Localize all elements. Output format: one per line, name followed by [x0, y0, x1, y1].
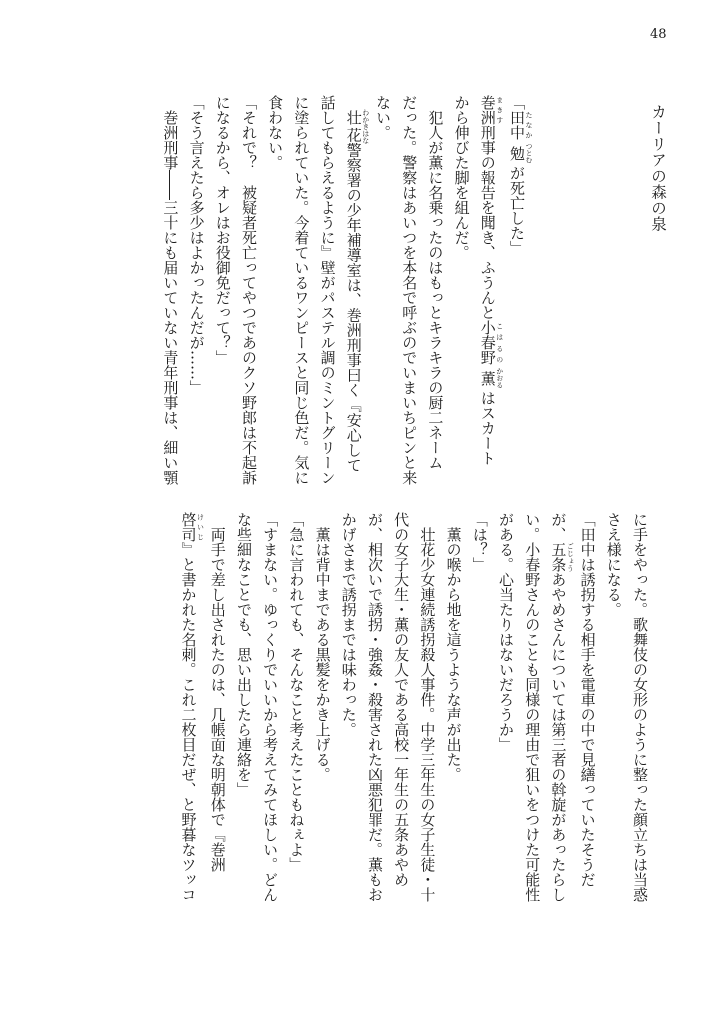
running-title: カーリアの森の泉 — [649, 104, 667, 232]
text-segment: になるから、オレはお役御免だって？」 — [213, 95, 232, 365]
text-line — [283, 512, 309, 912]
text-segment: い。小春野さんのことも同様の理由で狙いをつけた可能性 — [523, 512, 542, 902]
text-line — [475, 95, 504, 465]
text-line — [519, 512, 545, 912]
page-number: 48 — [650, 27, 667, 42]
text-segment: 代の女子大生・薫の友人である高校一年生の五条あやめ — [392, 512, 411, 887]
ruby-reading: たなか — [525, 110, 533, 140]
text-line — [396, 95, 422, 485]
text-segment: から伸びた脚を組んだ。 — [452, 95, 471, 260]
ruby-reading: けいじ — [196, 512, 205, 542]
text-segment: 「そう言えたら多少はよかったんだが……」 — [187, 95, 206, 395]
text-segment — [345, 95, 363, 110]
text-segment: が、相次いで誘拐・強姦・殺害された凶悪犯罪だ。薫もお — [365, 512, 384, 902]
upper-text-block — [157, 95, 533, 485]
ruby-reading: ごじょう — [566, 542, 575, 572]
text-segment: 話してもらえるように』壁がパステル調のミントグリーン — [318, 95, 337, 485]
text-segment: だった。警察はあいつを本名で呼ぶのでいまいちピンと来 — [400, 95, 419, 485]
text-segment: 犯人が薫に名乗ったのはもっとキラキラの厨二ネーム — [426, 95, 445, 470]
ruby-reading: つとむ — [525, 142, 533, 164]
ruby-word: 小春野 こはるの — [478, 320, 504, 365]
text-line — [448, 95, 474, 465]
text-segment: に手をやった。歌舞伎の女形のように整った顔立ちは当惑 — [631, 512, 649, 902]
text-line — [210, 95, 236, 465]
text-segment: さえ様になる。 — [604, 512, 623, 617]
text-line — [262, 95, 288, 465]
text-line — [414, 512, 440, 912]
text-line — [236, 95, 262, 485]
text-line — [157, 95, 183, 485]
text-line — [440, 512, 466, 912]
text-line — [205, 512, 231, 912]
text-segment: かげさまで誘拐までは味わった。 — [339, 512, 358, 737]
text-segment: 壮花少女連続誘拐殺人事件。中学三年生の女子生徒・十 — [418, 512, 437, 902]
text-line — [231, 512, 257, 912]
text-line — [257, 512, 283, 912]
ruby-word: 五条 ごじょう — [549, 542, 575, 572]
lower-text-block — [175, 512, 653, 912]
text-line — [341, 95, 370, 473]
text-segment: な些細なことでも、思い出したら連絡を」 — [234, 512, 253, 797]
text-line — [574, 512, 600, 912]
text-line — [422, 95, 448, 470]
text-segment: 薫は背中まである黒髪をかき上げる。 — [313, 512, 332, 782]
text-segment: がある。心当たりはないだろうか」 — [496, 512, 515, 752]
text-segment: ない。 — [373, 95, 392, 140]
text-segment: 「急に言われても、そんなこと考えたこともねぇよ」 — [287, 512, 306, 872]
text-line — [493, 512, 519, 912]
text-segment: 「それで？ 被疑者死亡ってやつであのクソ野郎は不起訴 — [239, 95, 258, 485]
text-line — [388, 512, 414, 912]
text-line — [183, 95, 209, 465]
text-line — [467, 512, 493, 912]
text-line — [309, 512, 335, 912]
text-segment: 警察署の少年補導室は、巻洲刑事曰く『安心して — [344, 142, 363, 473]
text-line — [362, 512, 388, 912]
ruby-reading: かおる — [495, 367, 504, 389]
text-line — [627, 512, 653, 912]
text-segment: に塗られていた。今着ているワンピースと同じ色だ。気に — [292, 95, 311, 485]
text-segment: 』と書かれた名刺。これ二枚目だぜ、と野暮なツッコ — [179, 542, 198, 902]
text-segment: 「すまない。ゆっくりでいいから考えてみてほしい。どん — [261, 512, 280, 902]
text-line — [288, 95, 314, 485]
text-segment: 両手で差し出されたのは、几帳面な明朝体で『巻洲 — [208, 512, 227, 872]
text-line — [314, 95, 340, 485]
text-line — [601, 512, 627, 912]
text-segment: が死亡した」 — [508, 160, 526, 256]
ruby-reading: こはるの — [495, 320, 504, 365]
text-line — [175, 512, 204, 912]
ruby-word: 啓司 けいじ — [179, 512, 205, 542]
text-segment: 「田中は誘拐する相手を電車の中で見繕っていたそうだ — [578, 512, 597, 887]
text-line — [545, 512, 574, 912]
ruby-word: 巻洲 まきす — [478, 95, 504, 125]
text-segment: 巻洲刑事――三十にも届いていない青年刑事は、細い顎 — [161, 95, 180, 485]
text-segment: 「 — [508, 95, 526, 110]
ruby-word: 田中 たなか — [508, 110, 533, 140]
text-line — [370, 95, 396, 465]
text-segment: あやめさんについては第三者の斡旋があったらし — [549, 572, 568, 902]
text-line — [504, 95, 533, 465]
ruby-word: 勉 つとむ — [508, 142, 533, 164]
text-segment: 薫の喉から地を這うような声が出た。 — [444, 512, 463, 782]
ruby-word: 薫 かおる — [478, 367, 504, 389]
text-segment: 「は？」 — [470, 512, 489, 572]
text-segment: が、 — [549, 512, 568, 542]
text-segment: はスカート — [478, 385, 497, 466]
text-segment: 食わない。 — [266, 95, 285, 170]
ruby-reading: わかきはな — [361, 108, 370, 144]
text-segment: 刑事の報告を聞き、ふうんと — [478, 125, 497, 320]
ruby-word: 壮花 わかきはな — [344, 108, 370, 144]
ruby-reading: まきす — [495, 95, 504, 125]
text-line — [336, 512, 362, 912]
